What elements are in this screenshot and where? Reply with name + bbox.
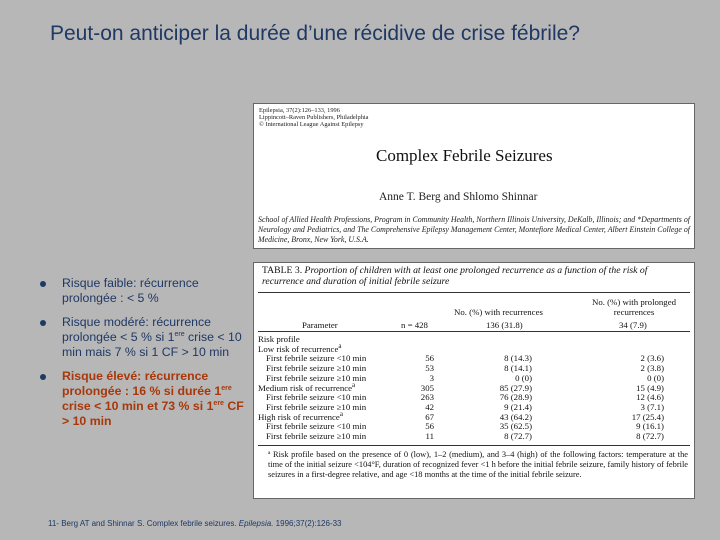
table-cell: 56 [425,421,434,432]
table-row-label: Risk profile [258,334,300,344]
bullet-medium-risk [40,315,252,360]
header-parameter: Parameter [302,320,338,330]
table-row-label: First febrile seizure ≥10 min [266,363,367,374]
table-cell: 42 [425,401,434,412]
bullet-low-risk [40,276,252,306]
reference-citation [48,519,342,528]
table-cell: 15 (4.9) [636,382,664,393]
table-cell: 56 [425,353,434,364]
table-cell: 305 [420,382,434,393]
table-cell: 8 (72.7) [636,431,664,442]
table-cell: 12 (4.6) [636,392,664,403]
table-row-label: Low risk of recurrence$^a$ [258,341,342,354]
table-row-label: High risk of recurrence$^a$ [258,409,343,422]
row-labels [258,335,366,442]
table-image [253,262,695,499]
bullet-dot [40,320,46,326]
header-prolonged-line2: recurrences [613,306,655,317]
table-row-label: First febrile seizure ≥10 min [266,401,367,412]
bullet-text: crise < 10 min et 73 % si 1 [62,399,214,413]
table-rule [258,292,690,293]
header-prolonged-line1: No. (%) with prolonged [591,297,677,307]
table-row-label: First febrile seizure <10 min [266,421,367,432]
table-cell: 263 [420,392,434,403]
bullet-sup: ere [174,330,185,338]
table-row-label: Medium risk of recurrence$^a$ [258,380,356,393]
article-affiliation: School of Allied Health Professions, Program in Community Health, Northern Illinois University, DeKalb, Illinois; and *Departments of Neurology and Pediatrics, and The Comprehensive Epilepsy Management Center, Montefiore Medical Center, Albert Einstein College of Medicine, Bronx, New York, U.S.A. [258,215,690,244]
bullet-text: crise < 10 min mais 7 % si 1 CF > 10 min [62,330,242,359]
table-cell: 8 (14.1) [504,363,532,374]
journal-line: Lippincott–Raven Publishers, Philadelphia [259,114,369,121]
table-cell: 2 (3.8) [640,363,664,374]
journal-info [259,107,369,128]
header-recurrences-total: 136 (31.8) [486,320,523,330]
column-prolonged [604,335,664,442]
table-row-label: First febrile seizure <10 min [266,353,367,364]
slide-title: Peut-on anticiper la durée d’une récidive de crise fébrile? [50,22,580,45]
column-n [414,335,434,442]
bullet-dot [40,281,46,287]
table-cell [474,335,532,345]
table-cell: 8 (72.7) [504,431,532,442]
table-cell: 67 [425,411,434,422]
article-title: Complex Febrile Seizures [376,146,553,165]
journal-line: © International League Against Epilepsy [259,121,364,128]
table-cell: 43 (64.2) [499,411,532,422]
table-cell: 17 (25.4) [631,411,664,422]
table-row-label: First febrile seizure <10 min [266,392,367,403]
table-label: TABLE 3. [262,265,303,276]
bullet-text: Risque faible: récurrence prolongée : < 5 % [62,276,199,305]
table-rule [258,445,690,446]
table-cell [604,335,664,345]
bullet-sup: ere [221,384,232,392]
header-recurrences: No. (%) with recurrences [454,307,543,317]
article-header-image [253,103,695,249]
reference-suffix: 1996;37(2):126-33 [273,519,342,528]
table-cell [414,335,434,345]
bullet-dot [40,374,46,380]
reference-prefix: 11- Berg AT and Shinnar S. Complex febrile seizures. [48,519,239,528]
table-row-label: First febrile seizure ≥10 min [266,372,367,383]
table-cell: 11 [425,431,434,442]
bullet-text: Risque modéré: récurrence prolongée < 5 % si 1 [62,315,211,344]
article-authors: Anne T. Berg and Shlomo Shinnar [379,191,538,203]
header-prolonged [582,298,686,317]
column-recurrences [474,335,532,442]
bullet-text: CF > 10 min [62,399,244,428]
bullet-sup: ere [213,399,224,407]
table-cell: 8 (14.3) [504,353,532,364]
bullet-list [40,276,252,438]
journal-line: Epilepsia, 37(2):126–133, 1996 [259,107,340,114]
table-cell: 9 (16.1) [636,421,664,432]
table-footnote: ª Risk profile based on the presence of 0 (low), 1–2 (medium), and 3–4 (high) of the following factors: temperature at the time of the initial seizure <104°F, duration of recognized fever <1 h before the initial febrile seizure, family history of febrile seizures in a first-degree relative, and age <18 months at the time of the initial febrile seizure. [268,450,688,479]
table-cell: 0 (0) [647,372,664,383]
table-cell: 85 (27.9) [499,382,532,393]
header-n: n = 428 [401,320,428,330]
table-cell: 35 (62.5) [499,421,532,432]
table-row-label: First febrile seizure ≥10 min [266,431,367,442]
table-caption-text: Proportion of children with at least one prolonged recurrence as a function of the risk of recurrence and duration of initial febrile seizure [262,265,648,287]
table-cell: 3 [429,372,434,383]
table-rule [258,331,690,332]
table-cell: 0 (0) [515,372,532,383]
header-prolonged-total: 34 (7.9) [619,320,647,330]
table-caption [262,266,690,287]
bullet-text: Risque élevé: récurrence prolongée : 16 % si durée 1 [62,369,222,398]
table-cell: 53 [425,363,434,374]
bullet-high-risk [40,369,252,429]
table-cell: 76 (28.9) [499,392,532,403]
table-cell: 2 (3.6) [640,353,664,364]
table-cell: 9 (21.4) [504,401,532,412]
table-cell: 3 (7.1) [640,401,664,412]
reference-journal: Epilepsia. [238,519,274,528]
